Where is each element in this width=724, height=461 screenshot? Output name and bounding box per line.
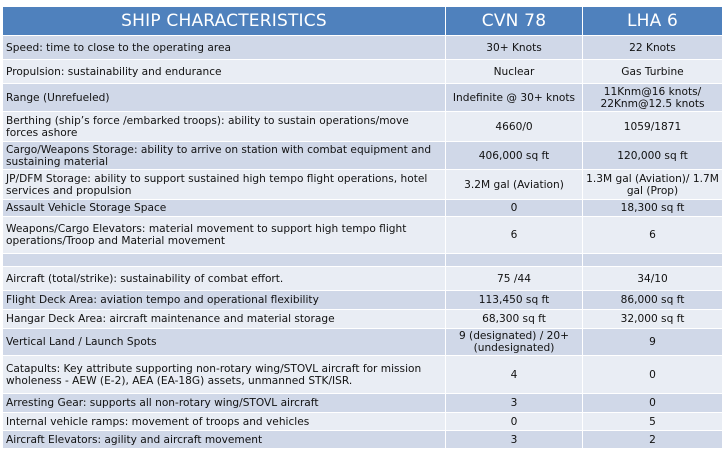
table-row — [3, 310, 723, 329]
table-row — [3, 60, 723, 84]
table-row-empty — [3, 254, 723, 267]
table-row — [3, 413, 723, 431]
cvn78-value: 3 — [446, 394, 583, 413]
lha6-value: 9 — [583, 329, 723, 356]
lha6-value: 22 Knots — [583, 36, 723, 60]
table-row — [3, 142, 723, 170]
row-label: Aircraft (total/strike): sustainability of combat effort. — [3, 267, 446, 291]
cvn78-value: 0 — [446, 200, 583, 217]
cvn78-value — [446, 254, 583, 267]
row-label: Range (Unrefueled) — [3, 84, 446, 112]
header-lha-6: LHA 6 — [583, 7, 723, 36]
cvn78-value: 9 (designated) / 20+ (undesignated) — [446, 329, 583, 356]
cvn78-value: 4660/0 — [446, 112, 583, 142]
lha6-value: 0 — [583, 356, 723, 394]
cvn78-value: 6 — [446, 217, 583, 254]
row-label: Propulsion: sustainability and endurance — [3, 60, 446, 84]
lha6-value: 34/10 — [583, 267, 723, 291]
lha6-value: 1059/1871 — [583, 112, 723, 142]
cvn78-value: Nuclear — [446, 60, 583, 84]
row-label: Speed: time to close to the operating area — [3, 36, 446, 60]
cvn78-value: 3.2M gal (Aviation) — [446, 170, 583, 200]
row-label: Internal vehicle ramps: movement of troops and vehicles — [3, 413, 446, 431]
row-label: Weapons/Cargo Elevators: material movement to support high tempo flight operations/Troop and Material movement — [3, 217, 446, 254]
cvn78-value: 113,450 sq ft — [446, 291, 583, 310]
row-label — [3, 254, 446, 267]
lha6-value: 2 — [583, 431, 723, 449]
table-row — [3, 356, 723, 394]
table-row — [3, 291, 723, 310]
cvn78-value: Indefinite @ 30+ knots — [446, 84, 583, 112]
cvn78-value: 75 /44 — [446, 267, 583, 291]
table-row — [3, 200, 723, 217]
lha6-value: 11Knm@16 knots/ 22Knm@12.5 knots — [583, 84, 723, 112]
table-row — [3, 217, 723, 254]
row-label: Arresting Gear: supports all non-rotary wing/STOVL aircraft — [3, 394, 446, 413]
lha6-value — [583, 254, 723, 267]
cvn78-value: 0 — [446, 413, 583, 431]
row-label: Catapults: Key attribute supporting non-rotary wing/STOVL aircraft for mission wholeness - AEW (E-2), AEA (EA-18G) assets, unmanned STK/ISR. — [3, 356, 446, 394]
lha6-value: 1.3M gal (Aviation)/ 1.7M gal (Prop) — [583, 170, 723, 200]
lha6-value: 0 — [583, 394, 723, 413]
table-row — [3, 84, 723, 112]
lha6-value: 5 — [583, 413, 723, 431]
lha6-value: 18,300 sq ft — [583, 200, 723, 217]
cvn78-value: 4 — [446, 356, 583, 394]
table-row — [3, 36, 723, 60]
header-ship-characteristics: SHIP CHARACTERISTICS — [3, 7, 446, 36]
table-row — [3, 394, 723, 413]
cvn78-value: 30+ Knots — [446, 36, 583, 60]
row-label: Vertical Land / Launch Spots — [3, 329, 446, 356]
table-header-row — [3, 7, 723, 36]
cvn78-value: 406,000 sq ft — [446, 142, 583, 170]
cvn78-value: 3 — [446, 431, 583, 449]
cvn78-value: 68,300 sq ft — [446, 310, 583, 329]
row-label: Cargo/Weapons Storage: ability to arrive on station with combat equipment and sustaining material — [3, 142, 446, 170]
table-row — [3, 431, 723, 449]
lha6-value: 86,000 sq ft — [583, 291, 723, 310]
lha6-value: 32,000 sq ft — [583, 310, 723, 329]
row-label: Hangar Deck Area: aircraft maintenance and material storage — [3, 310, 446, 329]
lha6-value: 120,000 sq ft — [583, 142, 723, 170]
table-row — [3, 267, 723, 291]
row-label: Flight Deck Area: aviation tempo and operational flexibility — [3, 291, 446, 310]
header-cvn-78: CVN 78 — [446, 7, 583, 36]
table-row — [3, 170, 723, 200]
lha6-value: Gas Turbine — [583, 60, 723, 84]
ship-characteristics-page — [2, 6, 722, 449]
table-row — [3, 329, 723, 356]
row-label: Aircraft Elevators: agility and aircraft movement — [3, 431, 446, 449]
lha6-value: 6 — [583, 217, 723, 254]
row-label: JP/DFM Storage: ability to support sustained high tempo flight operations, hotel services and propulsion — [3, 170, 446, 200]
row-label: Berthing (ship’s force /embarked troops): ability to sustain operations/move forces ashore — [3, 112, 446, 142]
row-label: Assault Vehicle Storage Space — [3, 200, 446, 217]
table-row — [3, 112, 723, 142]
ship-characteristics-table — [2, 6, 723, 449]
